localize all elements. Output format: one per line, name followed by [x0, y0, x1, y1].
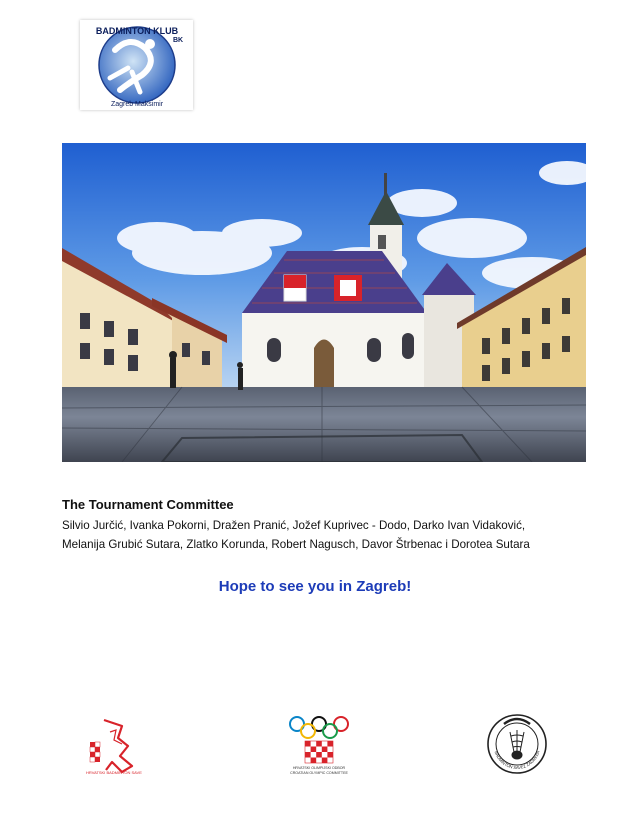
hbs-logo-text: HRVATSKI BADMINTON SAVEZ	[86, 770, 142, 775]
badm-logo-text: BADMINTON SAVEZ ZAGREBA	[493, 749, 541, 771]
committee-section	[62, 497, 602, 554]
croatian-badminton-association-logo	[82, 712, 142, 776]
hoo-logo-text-line-2: CROATIAN OLYMPIC COMMITTEE	[290, 771, 348, 775]
committee-members-line-2: Melanija Grubić Sutara, Zlatko Korunda, Robert Nagusch, Davor Štrbenac i Dorotea Sutara	[62, 538, 530, 551]
hoo-logo-text-line-1: HRVATSKI OLIMPIJSKI ODBOR	[292, 766, 346, 770]
cobblestone-square	[62, 387, 586, 462]
committee-heading: The Tournament Committee	[62, 497, 234, 512]
checkerboard-emblem	[305, 741, 333, 763]
badminton-association-seal-logo	[484, 712, 550, 776]
croatian-olympic-committee-logo	[283, 712, 355, 776]
committee-members-line-1: Silvio Jurčić, Ivanka Pokorni, Dražen Pranić, Jožef Kuprivec - Dodo, Darko Ivan Vidaković,	[62, 519, 526, 532]
closing-message: Hope to see you in Zagreb!	[218, 578, 412, 595]
hero-photo	[62, 143, 586, 462]
club-logo-title: BADMINTON KLUB	[95, 26, 179, 36]
club-logo	[80, 20, 193, 110]
club-logo-badge: BK	[172, 37, 184, 44]
club-logo-subtitle: Zagreb Maksimir	[110, 101, 164, 108]
